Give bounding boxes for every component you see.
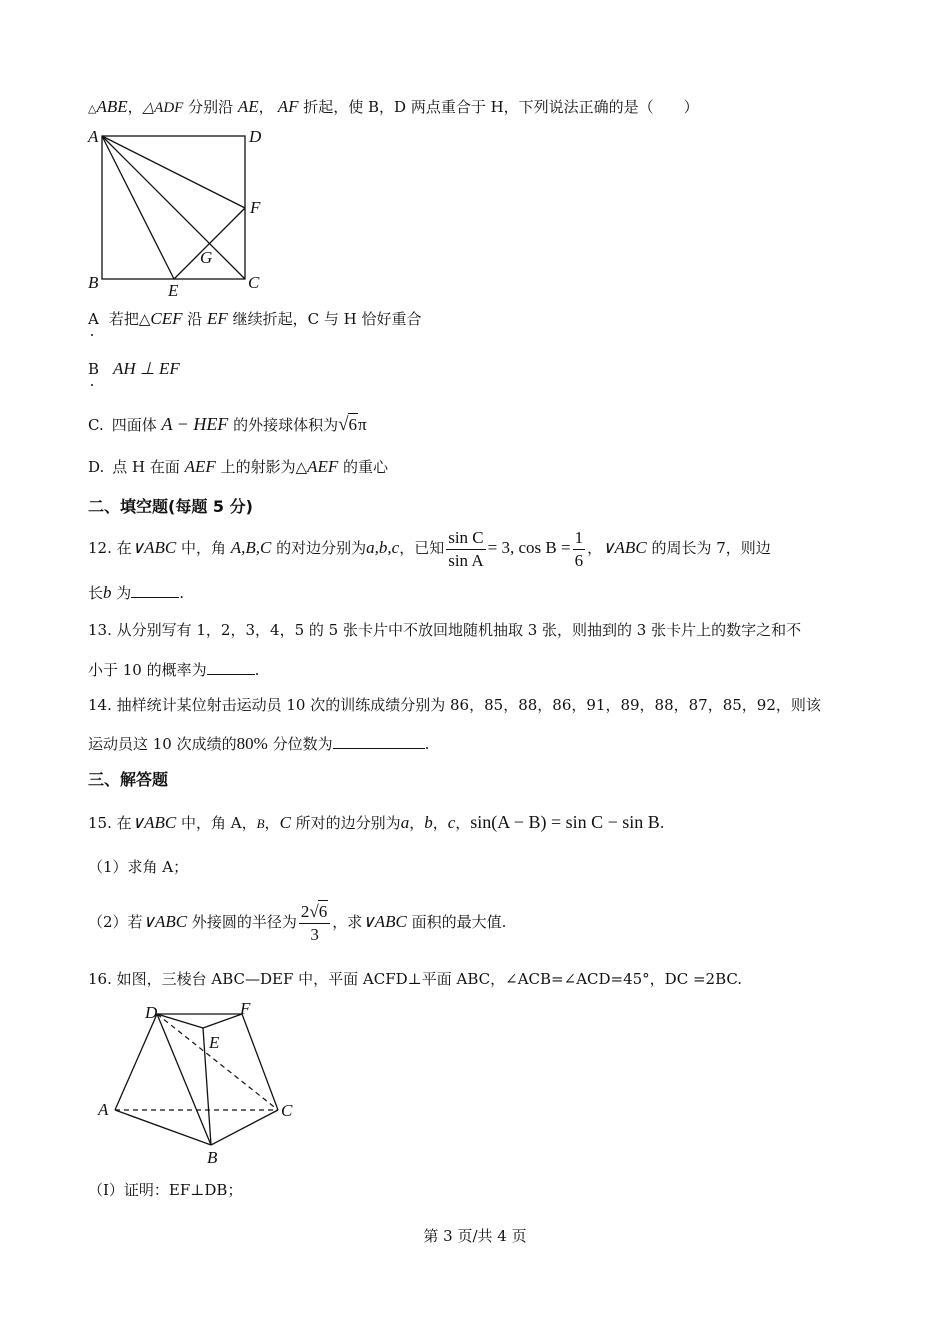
option-c-letter: C.: [88, 416, 104, 434]
stem-text: 折起，使 B，D 两点重合于 H，下列说法正确的是（ ）: [298, 98, 699, 116]
radius-fraction: [299, 900, 330, 946]
option-c-text: 的外接球体积为: [228, 416, 339, 434]
edge-fc: [242, 1014, 278, 1110]
side-a: a: [400, 813, 410, 832]
option-a-text: 沿: [182, 310, 208, 328]
q13-line2: [88, 658, 890, 681]
coef: 2: [300, 902, 310, 921]
q15-text: 外接圆的半径为: [187, 913, 297, 931]
option-d-text: 点 H 在面: [112, 458, 185, 476]
option-a-dot: [91, 334, 93, 336]
sqrt-sign: √: [309, 902, 319, 921]
q15-part2: [88, 898, 890, 946]
q15-number: 15.: [88, 814, 112, 832]
plane-aef: AEF: [184, 457, 216, 476]
tetrahedron-expr: A − HEF: [161, 414, 229, 434]
tri-abc: ∨ABC: [142, 912, 188, 931]
edge-de: [157, 1014, 203, 1028]
q15-part1: （1）求角 A；: [88, 858, 189, 876]
fraction-denominator: 6: [574, 550, 584, 570]
q15-text: 在: [116, 814, 132, 832]
tri-abc: ∨ABC: [362, 912, 407, 931]
q12-text: ，已知: [399, 539, 445, 557]
fraction-denominator: 3: [310, 925, 319, 944]
section-fill-in-heading: 二、填空题(每题 5 分): [88, 497, 253, 516]
edge-ef: [203, 1014, 242, 1028]
sep: ，: [127, 98, 143, 116]
triangle-symbol: △: [88, 102, 97, 115]
q12-text: ，: [587, 539, 603, 557]
option-a[interactable]: [88, 308, 890, 330]
segment-ae: [102, 136, 174, 279]
edge-ef: EF: [207, 309, 228, 328]
tri-cef: CEF: [150, 309, 183, 328]
one-sixth: [573, 527, 586, 572]
sep: ，: [409, 814, 425, 832]
q13-text: .: [254, 661, 260, 679]
tri-abc: ∨ABC: [131, 538, 177, 557]
sep: ，: [258, 98, 274, 116]
q12-line1: [88, 526, 890, 570]
q13-line1: 13. 从分别写有 1，2，3，4，5 的 5 张卡片中不放回地随机抽取 3 张，则抽到的 3 张卡片上的数字之和不: [88, 621, 802, 639]
q12-number: 12.: [88, 539, 112, 557]
q11-stem: [88, 96, 890, 120]
section-answer-heading: 三、解答题: [88, 770, 169, 789]
label-a: A: [98, 1100, 109, 1119]
percentile-value: 80%: [236, 734, 268, 753]
stem-text: 分别沿: [183, 98, 238, 116]
q16-part1: （Ⅰ）证明：EF⊥DB；: [88, 1181, 243, 1199]
q14-text: 运动员这 10 次成绩的: [88, 735, 237, 753]
q12-text: 为: [111, 584, 132, 602]
q15-text: ，: [264, 814, 280, 832]
q15-text: 面积的最大值.: [406, 913, 507, 931]
q15-text: （2）若: [88, 913, 143, 931]
q12-line2: [88, 581, 890, 604]
option-c-text: 四面体: [111, 416, 162, 434]
segment-af: [102, 136, 245, 208]
q15-text: 所对的边分别为: [290, 814, 401, 832]
side-c: c: [447, 813, 456, 832]
fraction-denominator: sin A: [448, 550, 484, 570]
q14-text: .: [424, 735, 430, 753]
fraction-numerator: [299, 900, 330, 924]
edge-ae: AE: [237, 97, 259, 116]
q12-text: 的周长为 7，则边: [646, 539, 771, 557]
tri-abc: ∨ABC: [602, 538, 647, 557]
q14-text: 分位数为: [267, 735, 333, 753]
tri-aef: AEF: [307, 457, 339, 476]
q13-text: 小于 10 的概率为: [88, 661, 207, 679]
edge-ab: [115, 1110, 211, 1145]
q12-text: 中，角: [176, 539, 231, 557]
label-b: B: [88, 273, 99, 292]
sep: ，: [432, 814, 448, 832]
option-a-text: 继续折起，C 与 H 恰好重合: [227, 310, 422, 328]
answer-blank[interactable]: [333, 732, 425, 749]
label-c: C: [248, 273, 260, 292]
label-c: C: [281, 1101, 293, 1120]
fraction-numerator: 1: [573, 527, 586, 550]
edge-ad: [115, 1014, 157, 1110]
q12-text: 长: [88, 584, 104, 602]
side-b: b: [424, 813, 433, 832]
q15-text: .: [659, 814, 665, 832]
sinc-over-sina: [446, 527, 485, 572]
tri-abe: ABE: [96, 97, 128, 116]
fraction-numerator: sin C: [446, 527, 485, 550]
q14-line1: 14. 抽样统计某位射击运动员 10 次的训练成绩分别为 86，85，88，86，91，89，88，87，85，92，则该: [88, 696, 821, 714]
option-b-dot: [91, 384, 93, 386]
label-d: D: [249, 127, 262, 146]
option-a-text: 若把△: [108, 310, 151, 328]
angle-c: C: [279, 813, 291, 832]
q12-text: 在: [116, 539, 132, 557]
q12-equation: = 3, cos B =: [487, 538, 571, 557]
segment-ac: [102, 136, 245, 279]
q12-text: .: [179, 584, 185, 602]
label-e: E: [209, 1033, 220, 1052]
sqrt-6: 6: [318, 902, 328, 921]
option-d-letter: D.: [88, 458, 105, 476]
answer-blank[interactable]: [131, 581, 179, 598]
q16-frustum-figure: [95, 1000, 315, 1170]
q11-square-figure: [80, 120, 280, 305]
q15-text: ，求: [332, 913, 363, 931]
answer-blank[interactable]: [207, 658, 255, 675]
label-f: F: [250, 198, 261, 217]
q12-text: 的对边分别为: [271, 539, 367, 557]
edge-bc: [211, 1110, 278, 1145]
sqrt-6: 6: [348, 415, 358, 434]
angle-b: B: [256, 816, 265, 831]
tri-abc: ∨ABC: [131, 813, 177, 832]
side-b: b: [103, 583, 112, 602]
sep: ，: [455, 814, 471, 832]
label-d: D: [145, 1003, 158, 1022]
option-d-text: 上的射影为△: [215, 458, 308, 476]
tri-adf: △ADF: [142, 100, 184, 116]
page-footer: 第 3 页/共 4 页: [423, 1227, 527, 1245]
q16-stem: 16. 如图，三棱台 ABC—DEF 中，平面 ACFD⊥平面 ABC，∠ACB=∠ACD=45°，DC =2BC.: [88, 970, 743, 988]
q15-stem: [88, 811, 890, 835]
pi-symbol: π: [358, 415, 367, 434]
label-b: B: [207, 1148, 218, 1167]
q14-line2: [88, 732, 890, 755]
q15-equation: sin(A − B) = sin C − sin B: [470, 812, 660, 832]
q15-text: 中，角 A，: [176, 814, 257, 832]
label-e: E: [168, 281, 179, 300]
label-g: G: [200, 248, 213, 267]
option-b[interactable]: [88, 358, 890, 380]
sides-abc: a,b,c: [366, 538, 400, 557]
sqrt-sign: √: [338, 414, 349, 435]
option-a-letter: A: [88, 310, 99, 328]
option-d-text: 的重心: [338, 458, 389, 476]
edge-af: AF: [277, 97, 299, 116]
label-f: F: [240, 999, 251, 1018]
option-b-letter: B: [88, 360, 100, 378]
option-d[interactable]: [88, 456, 890, 478]
option-c[interactable]: [88, 413, 890, 436]
label-a: A: [88, 127, 99, 146]
angles-abc: A,B,C: [230, 538, 272, 557]
option-b-text: AH ⊥ EF: [113, 359, 180, 378]
